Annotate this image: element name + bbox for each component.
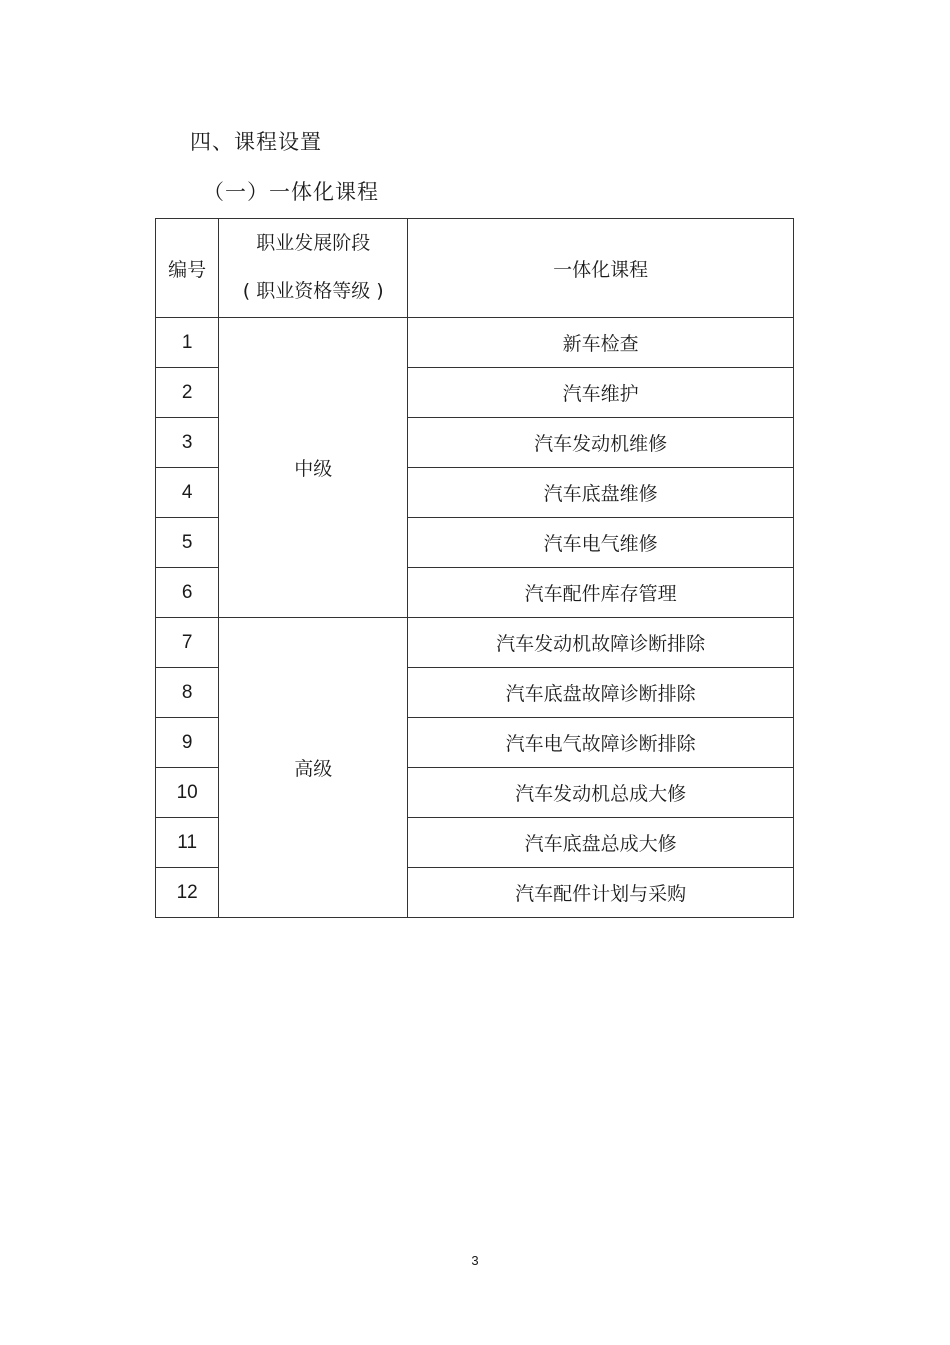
stage-cell-advanced: 高级 bbox=[219, 618, 408, 918]
course-name: 汽车电气故障诊断排除 bbox=[408, 718, 794, 768]
table-row bbox=[156, 618, 794, 668]
course-name: 汽车底盘维修 bbox=[408, 468, 794, 518]
sub-heading: （一）一体化课程 bbox=[203, 180, 379, 204]
row-number: 8 bbox=[156, 668, 219, 718]
header-stage bbox=[219, 219, 408, 318]
course-name: 汽车底盘总成大修 bbox=[408, 818, 794, 868]
header-stage-line1: 职业发展阶段 bbox=[256, 232, 371, 254]
course-name: 汽车配件计划与采购 bbox=[408, 868, 794, 918]
course-name: 汽车底盘故障诊断排除 bbox=[408, 668, 794, 718]
header-course: 一体化课程 bbox=[408, 219, 794, 318]
row-number: 11 bbox=[156, 818, 219, 868]
course-name: 新车检查 bbox=[408, 318, 794, 368]
page-number: 3 bbox=[471, 1253, 479, 1268]
row-number: 3 bbox=[156, 418, 219, 468]
row-number: 9 bbox=[156, 718, 219, 768]
row-number: 2 bbox=[156, 368, 219, 418]
row-number: 5 bbox=[156, 518, 219, 568]
table-row bbox=[156, 318, 794, 368]
section-heading: 四、课程设置 bbox=[190, 130, 322, 154]
row-number: 7 bbox=[156, 618, 219, 668]
row-number: 6 bbox=[156, 568, 219, 618]
header-stage-line2: ( 职业资格等级 ) bbox=[242, 280, 384, 302]
course-table bbox=[155, 218, 794, 918]
course-name: 汽车电气维修 bbox=[408, 518, 794, 568]
row-number: 10 bbox=[156, 768, 219, 818]
course-name: 汽车发动机维修 bbox=[408, 418, 794, 468]
header-number: 编号 bbox=[156, 219, 219, 318]
row-number: 1 bbox=[156, 318, 219, 368]
course-name: 汽车发动机故障诊断排除 bbox=[408, 618, 794, 668]
row-number: 4 bbox=[156, 468, 219, 518]
course-name: 汽车发动机总成大修 bbox=[408, 768, 794, 818]
course-name: 汽车维护 bbox=[408, 368, 794, 418]
row-number: 12 bbox=[156, 868, 219, 918]
table-header-row bbox=[156, 219, 794, 318]
course-name: 汽车配件库存管理 bbox=[408, 568, 794, 618]
stage-cell-intermediate: 中级 bbox=[219, 318, 408, 618]
